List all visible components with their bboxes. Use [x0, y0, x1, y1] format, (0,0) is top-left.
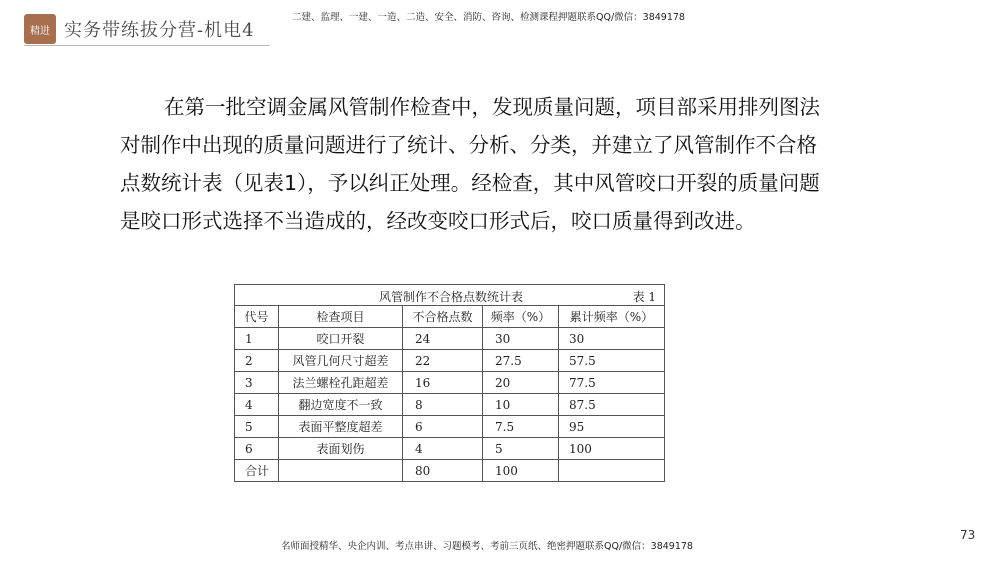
defect-statistics-table — [234, 284, 664, 482]
table-header-row — [235, 306, 665, 328]
cell-total-item — [279, 460, 403, 482]
cell-item: 表面划伤 — [279, 438, 403, 460]
question-paragraph — [120, 88, 820, 240]
cell-code: 6 — [235, 438, 279, 460]
cell-item: 咬口开裂 — [279, 328, 403, 350]
cell-defects: 8 — [403, 394, 483, 416]
cell-cumulative: 77.5 — [559, 372, 665, 394]
cell-code: 2 — [235, 350, 279, 372]
page-number: 73 — [960, 528, 976, 542]
header-defects: 不合格点数 — [403, 306, 483, 328]
cell-cumulative: 57.5 — [559, 350, 665, 372]
cell-defects: 16 — [403, 372, 483, 394]
header-frequency: 频率（%） — [483, 306, 559, 328]
header-cumulative: 累计频率（%） — [559, 306, 665, 328]
top-contact-note: 二建、监理、一建、一造、二造、安全、消防、咨询、检测课程押题联系QQ/微信：3849178 — [292, 12, 685, 23]
table-caption — [235, 285, 665, 306]
cell-frequency: 27.5 — [483, 350, 559, 372]
series-title: 实务带练拔分营-机电4 — [64, 20, 255, 41]
paragraph-line-1: 在第一批空调金属风管制作检查中，发现质量问题，项目部采用排 — [164, 95, 759, 119]
table-row — [235, 438, 665, 460]
cell-frequency: 20 — [483, 372, 559, 394]
cell-cumulative: 87.5 — [559, 394, 665, 416]
header-item: 检查项目 — [279, 306, 403, 328]
paragraph-line-2: 列图法对制作中出现的质量问题进行了统计、分析、分类，并建立了风 — [120, 95, 820, 157]
table-label: 表 1 — [632, 290, 657, 304]
table-row — [235, 350, 665, 372]
cell-item: 表面平整度超差 — [279, 416, 403, 438]
cell-item: 法兰螺栓孔距超差 — [279, 372, 403, 394]
cell-total-defects: 80 — [403, 460, 483, 482]
cell-defects: 6 — [403, 416, 483, 438]
paragraph-line-4: 管咬口开裂的质量问题是咬口形式选择不当造成的，经改变咬口形式后， — [120, 171, 820, 233]
cell-code: 5 — [235, 416, 279, 438]
cell-item: 翻边宽度不一致 — [279, 394, 403, 416]
cell-total-label: 合计 — [235, 460, 279, 482]
header-code: 代号 — [235, 306, 279, 328]
table-row — [235, 416, 665, 438]
cell-code: 3 — [235, 372, 279, 394]
cell-frequency: 30 — [483, 328, 559, 350]
cell-cumulative: 100 — [559, 438, 665, 460]
paragraph-line-3: 管制作不合格点数统计表（见表1），予以纠正处理。经检查，其中风 — [120, 133, 817, 195]
cell-frequency: 10 — [483, 394, 559, 416]
cell-frequency: 7.5 — [483, 416, 559, 438]
cell-total-frequency: 100 — [483, 460, 559, 482]
table-row — [235, 394, 665, 416]
table-total-row — [235, 460, 665, 482]
cell-defects: 24 — [403, 328, 483, 350]
bottom-contact-note: 名师面授精华、央企内训、考点串讲、习题模考、考前三页纸、绝密押题联系QQ/微信：3849178 — [281, 541, 693, 552]
cell-defects: 4 — [403, 438, 483, 460]
table-title: 风管制作不合格点数统计表 — [379, 290, 524, 304]
cell-item: 风管几何尺寸超差 — [279, 350, 403, 372]
table-row — [235, 328, 665, 350]
cell-frequency: 5 — [483, 438, 559, 460]
table-row — [235, 372, 665, 394]
cell-total-cumulative — [559, 460, 665, 482]
cell-code: 4 — [235, 394, 279, 416]
cell-code: 1 — [235, 328, 279, 350]
paragraph-line-5: 咬口质量得到改进。 — [571, 209, 756, 233]
cell-cumulative: 30 — [559, 328, 665, 350]
cell-defects: 22 — [403, 350, 483, 372]
cell-cumulative: 95 — [559, 416, 665, 438]
brand-logo: 精进 — [24, 14, 56, 44]
header-divider — [24, 45, 270, 46]
